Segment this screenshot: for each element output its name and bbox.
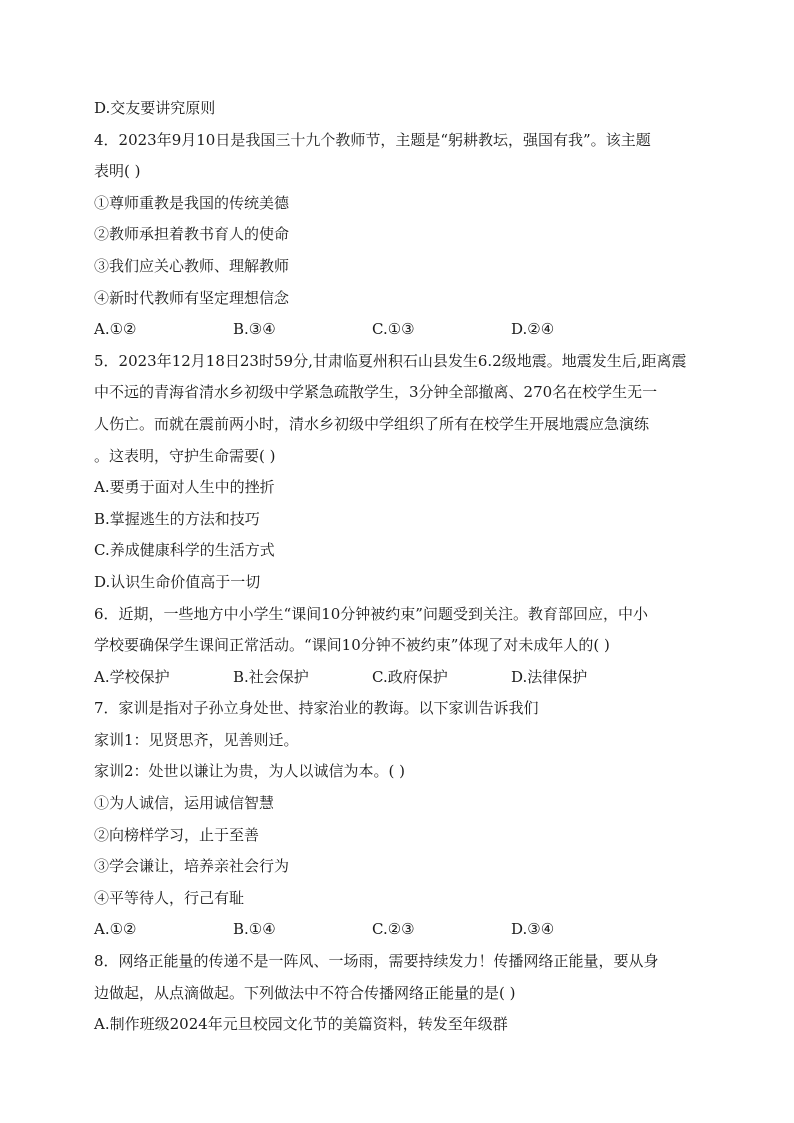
option-a[interactable]: A.要勇于面对人生中的挫折 (94, 478, 275, 497)
option-c[interactable]: C.②③ (372, 920, 415, 939)
question-stem: 家训1：见贤思齐，见善则迁。 (94, 730, 299, 749)
question-stem: 7．家训是指对子孙立身处世、持家治业的教诲。以下家训告诉我们 (94, 699, 539, 718)
question-5 (94, 346, 704, 599)
question-stem: 家训2：处世以谦让为贵，为人以诚信为本。( ) (94, 762, 406, 781)
option-a[interactable]: A.①② (94, 920, 137, 939)
option-b[interactable]: B.掌握逃生的方法和技巧 (94, 509, 260, 528)
question-stem: 表明( ) (94, 162, 141, 181)
question-stem: 边做起，从点滴做起。下列做法中不符合传播网络正能量的是( ) (94, 983, 516, 1002)
option-row (94, 314, 704, 346)
question-4 (94, 125, 704, 346)
question-stem: 5．2023年12月18日23时59分,甘肃临夏州积石山县发生6.2级地震。地震发生后,距离震 (94, 351, 687, 370)
question-8 (94, 946, 704, 1041)
question-stem: 6．近期，一些地方中小学生“课间10分钟被约束”问题受到关注。教育部回应，中小 (94, 604, 648, 623)
option-b[interactable]: B.③④ (233, 320, 276, 339)
option-d[interactable]: D.③④ (511, 920, 555, 939)
question-stem: 4．2023年9月10日是我国三十九个教师节，主题是“躬耕教坛，强国有我”。该主题 (94, 130, 651, 149)
statement: ①为人诚信，运用诚信智慧 (94, 794, 275, 813)
question-stem: 。这表明，守护生命需要( ) (94, 446, 276, 465)
question-stem: 中不远的青海省清水乡初级中学紧急疏散学生，3分钟全部撤离、270名在校学生无一 (94, 383, 658, 402)
option-d[interactable]: D.法律保护 (511, 667, 588, 686)
option-a[interactable]: A.学校保护 (94, 667, 170, 686)
statement: ④平等待人，行己有耻 (94, 888, 245, 907)
statement: ②教师承担着教书育人的使命 (94, 225, 290, 244)
statement: ④新时代教师有坚定理想信念 (94, 288, 290, 307)
option-c[interactable]: C.政府保护 (372, 667, 448, 686)
option-a[interactable]: A.①② (94, 320, 137, 339)
option-d[interactable]: D.②④ (511, 320, 555, 339)
statement: ③我们应关心教师、理解教师 (94, 256, 290, 275)
option-b[interactable]: B.社会保护 (233, 667, 309, 686)
question-list (94, 93, 704, 1041)
option-c[interactable]: C.养成健康科学的生活方式 (94, 541, 275, 560)
option-row (94, 662, 704, 694)
option-d[interactable]: D.认识生命价值高于一切 (94, 572, 261, 591)
q3-option-d: D.交友要讲究原则 (94, 99, 216, 117)
question-7 (94, 693, 704, 946)
statement: ①尊师重教是我国的传统美德 (94, 193, 290, 212)
statement: ③学会谦让，培养亲社会行为 (94, 857, 290, 876)
question-6 (94, 599, 704, 694)
question-stem: 人伤亡。而就在震前两小时，清水乡初级中学组织了所有在校学生开展地震应急演练 (94, 414, 650, 433)
option-b[interactable]: B.①④ (233, 920, 276, 939)
option-a[interactable]: A.制作班级2024年元旦校园文化节的美篇资料，转发至年级群 (94, 1015, 508, 1034)
question-stem: 8．网络正能量的传递不是一阵风、一场雨，需要持续发力！传播网络正能量，要从身 (94, 952, 659, 971)
option-row (94, 914, 704, 946)
option-c[interactable]: C.①③ (372, 320, 415, 339)
statement: ②向榜样学习，止于至善 (94, 825, 260, 844)
question-stem: 学校要确保学生课间正常活动。“课间10分钟不被约束”体现了对未成年人的( ) (94, 636, 610, 655)
